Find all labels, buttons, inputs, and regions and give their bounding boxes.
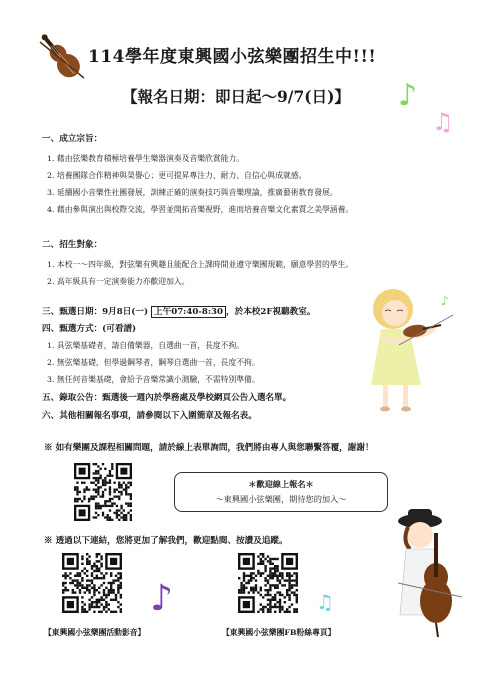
section-6-other-info: 六、其他相關報名事項，請參閱以下入圍簡章及報名表。: [42, 411, 257, 421]
section-4-heading: 四、甄選方式：(可看譜): [42, 324, 137, 334]
section-1-item: 1. 藉由弦樂教育積極培養學生樂器演奏及音樂欣賞能力。: [47, 154, 245, 163]
music-note-blue-icon: ♫: [316, 590, 334, 614]
music-note-green-icon: ♪: [398, 78, 418, 113]
online-signup-box: [174, 472, 388, 512]
section-4-item: 1. 具弦樂基礎者，請自備樂器，自選曲一首，長度不拘。: [47, 341, 245, 350]
section-4-item: 3. 無任何音樂基礎，會給予音樂常識小測驗，不需特別準備。: [47, 375, 260, 384]
girl-cellist-illustration: [378, 505, 468, 640]
section-1-item: 4. 藉由參與演出與校際交流，學習並開拓音樂視野，進而培養音樂文化素質之美學涵養。: [47, 205, 354, 214]
svg-text:♪: ♪: [441, 294, 449, 308]
violin-icon: [34, 28, 90, 88]
section-1-item: 3. 延續國小音樂性社團發展，訓練正確的演奏技巧與音樂理論，推廣藝術教育發展。: [47, 188, 338, 197]
inquiry-form-qr-code[interactable]: [74, 463, 132, 521]
section-2-heading: 二、招生對象：: [42, 240, 103, 250]
section-5-announcement: 五、錄取公告：甄選後一週內於學務處及學校網頁公告入選名單。: [42, 393, 292, 403]
audition-date-prefix: 三、甄選日期：9月8日(一): [42, 307, 149, 317]
section-4-item: 2. 無弦樂基礎，但學過鋼琴者，鋼琴自選曲一首，長度不拘。: [47, 358, 260, 367]
music-note-purple-icon: ♪: [150, 578, 173, 619]
signup-box-line2: ～東興國小弦樂團，期待您的加入～: [215, 494, 347, 504]
section-1-item: 2. 培養團隊合作精神與榮譽心；更可提昇專注力、耐力、自信心與成就感。: [47, 171, 307, 180]
section-2-item: 2. 高年級具有一定演奏能力亦歡迎加入。: [47, 277, 190, 286]
fb-page-qr-code[interactable]: [238, 553, 298, 613]
section-1-heading: 一、成立宗旨：: [42, 134, 103, 144]
registration-date: 【報名日期：即日起～9/7(日)】: [122, 87, 350, 106]
audition-time: 上午07:40-8:30: [151, 306, 226, 318]
section-3-audition-date: [42, 305, 315, 317]
inquiry-note: ※ 如有樂團及課程相關問題，請於線上表單詢問，我們將由專人與您聯繫答覆，謝謝！: [44, 443, 374, 453]
page-title: 114學年度東興國小弦樂團招生中!!!: [88, 47, 377, 67]
girl-violinist-illustration: [355, 285, 460, 415]
activity-video-qr-code[interactable]: [62, 553, 122, 613]
video-caption: 【東興國小弦樂團活動影音】: [44, 628, 146, 637]
fb-caption: 【東興國小弦樂團FB粉絲專頁】: [222, 628, 336, 637]
music-note-pink-icon: ♫: [432, 108, 454, 136]
section-2-item: 1. 本校一～四年級，對弦樂有興趣且能配合上課時間並遵守樂團規範，願意學習的學生。: [47, 260, 354, 269]
signup-box-line1: ＊歡迎線上報名＊: [248, 479, 314, 489]
audition-location: ，於本校2F視聽教室。: [226, 307, 316, 317]
follow-links-note: ※ 透過以下連結，您將更加了解我們，歡迎點閱、按讚及追蹤。: [44, 536, 288, 546]
